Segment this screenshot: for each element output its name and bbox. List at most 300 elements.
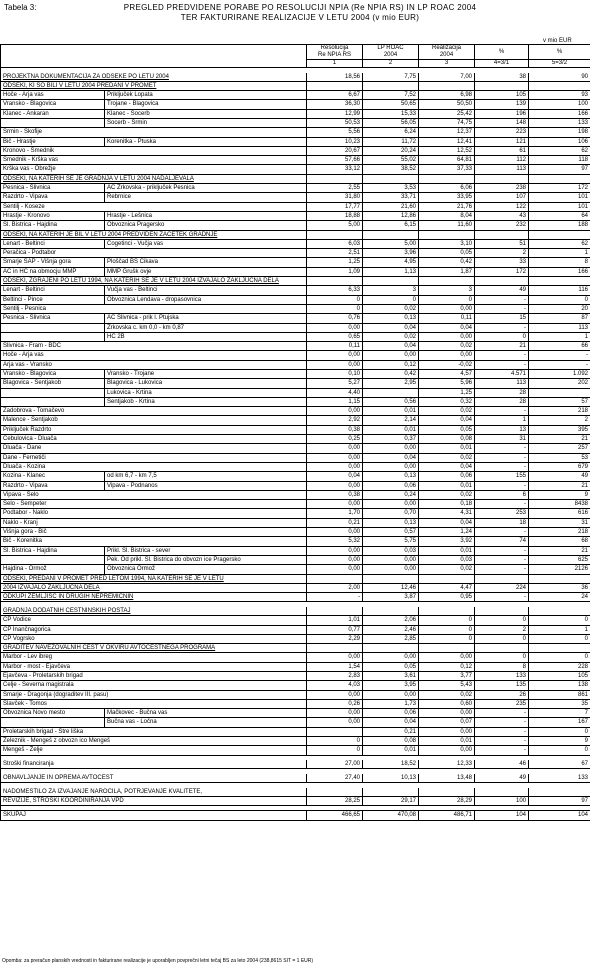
pct-lp-value: 64 bbox=[529, 211, 590, 220]
resolucija-value: 2,29 bbox=[307, 634, 363, 643]
table-row bbox=[1, 481, 590, 490]
pct-res-value: 8 bbox=[475, 662, 529, 671]
table-row bbox=[1, 737, 590, 746]
row-sublabel: Vučja vas - Beltinci bbox=[105, 286, 307, 295]
table-row bbox=[1, 555, 590, 564]
resolucija-value: 466,65 bbox=[307, 811, 363, 820]
row-label: Bič - Korenitka bbox=[1, 537, 307, 546]
pct-lp-value: 31 bbox=[529, 518, 590, 527]
resolucija-value: 4,40 bbox=[307, 388, 363, 397]
row-label: Šmarje - Dragonja (dograditev III. pasu) bbox=[1, 690, 307, 699]
realizacija-value: 8,04 bbox=[419, 211, 475, 220]
table-row bbox=[1, 616, 590, 625]
pct-lp-value: 7 bbox=[529, 709, 590, 718]
pct-lp-value bbox=[529, 81, 590, 90]
resolucija-value: 0,10 bbox=[307, 370, 363, 379]
pct-lp-value: 20 bbox=[529, 304, 590, 313]
pct-res-value: - bbox=[475, 481, 529, 490]
resolucija-value: 0,00 bbox=[307, 718, 363, 727]
resolucija-value: 50,53 bbox=[307, 118, 363, 127]
realizacija-value: 0,07 bbox=[419, 718, 475, 727]
lp-roac-value: 2,06 bbox=[363, 616, 419, 625]
row-label: Stroški financiranja bbox=[1, 760, 307, 769]
pct-lp-value: 0 bbox=[529, 295, 590, 304]
row-label: Krška vas - Obrežje bbox=[1, 165, 307, 174]
row-label: ODKUPI ZEMLJIŠČ IN DRUGIH NEPREMIČNIN bbox=[1, 593, 307, 602]
row-sublabel: Šentjakob - Krtina bbox=[105, 397, 307, 406]
lp-roac-value: 3,96 bbox=[363, 249, 419, 258]
pct-res-value: - bbox=[475, 718, 529, 727]
row-label: Priključek Razdrto bbox=[1, 425, 307, 434]
lp-roac-value: 50,65 bbox=[363, 100, 419, 109]
lp-roac-value bbox=[363, 788, 419, 797]
resolucija-value: 0,00 bbox=[307, 546, 363, 555]
row-sublabel: Rebrnice bbox=[105, 193, 307, 202]
pct-lp-value: 166 bbox=[529, 109, 590, 118]
section-row bbox=[1, 607, 590, 616]
realizacija-value: 0,00 bbox=[419, 304, 475, 313]
table-row bbox=[1, 518, 590, 527]
section-row bbox=[1, 644, 590, 653]
table-row bbox=[1, 453, 590, 462]
row-label: Kozina - Klanec bbox=[1, 472, 105, 481]
table-row bbox=[1, 379, 590, 388]
pct-lp-value: 0 bbox=[529, 653, 590, 662]
realizacija-value: 0,12 bbox=[419, 662, 475, 671]
table-row bbox=[1, 267, 590, 276]
table-row bbox=[1, 435, 590, 444]
resolucija-value: 0 bbox=[307, 737, 363, 746]
row-label: Peračica - Podtabor bbox=[1, 249, 307, 258]
lp-roac-value: 3,95 bbox=[363, 681, 419, 690]
pct-lp-value: 2126 bbox=[529, 565, 590, 574]
table-row bbox=[1, 625, 590, 634]
realizacija-value: 0,01 bbox=[419, 481, 475, 490]
pct-lp-value: 116 bbox=[529, 286, 590, 295]
col-num-4: 4=3/1 bbox=[475, 60, 529, 68]
pct-res-value: 113 bbox=[475, 165, 529, 174]
lp-roac-value bbox=[363, 174, 419, 183]
pct-lp-value: 62 bbox=[529, 239, 590, 248]
realizacija-value: 0 bbox=[419, 295, 475, 304]
realizacija-value: 1,24 bbox=[419, 528, 475, 537]
realizacija-value: 5,96 bbox=[419, 379, 475, 388]
pct-res-value: - bbox=[475, 737, 529, 746]
lp-roac-value: 3,53 bbox=[363, 184, 419, 193]
section-row bbox=[1, 583, 590, 592]
lp-roac-value: 4,95 bbox=[363, 258, 419, 267]
row-sublabel: Socerb - Srmin bbox=[105, 118, 307, 127]
realizacija-value: 50,50 bbox=[419, 100, 475, 109]
pct-res-value: 172 bbox=[475, 267, 529, 276]
row-label: Pesnica - Slivnica bbox=[1, 314, 105, 323]
realizacija-value: 0,04 bbox=[419, 518, 475, 527]
row-label: Lenart - Beltinci bbox=[1, 239, 105, 248]
row-label: Naklo - Kranj bbox=[1, 518, 307, 527]
table-row bbox=[1, 472, 590, 481]
pct-res-value: 13 bbox=[475, 425, 529, 434]
lp-roac-value: 0,08 bbox=[363, 737, 419, 746]
pct-res-value: 28 bbox=[475, 397, 529, 406]
realizacija-value bbox=[419, 788, 475, 797]
realizacija-value: 12,37 bbox=[419, 128, 475, 137]
row-label: 2004 IZVAJALO ZAKLJUČNA DELA bbox=[1, 583, 307, 592]
lp-roac-value: 0,05 bbox=[363, 662, 419, 671]
pct-lp-value bbox=[529, 174, 590, 183]
title-line-2: TER FAKTURIRANE REALIZACIJE V LETU 2004 (v mio EUR) bbox=[180, 13, 420, 22]
pct-res-value: - bbox=[475, 407, 529, 416]
resolucija-value: 1,09 bbox=[307, 267, 363, 276]
lp-roac-value: 12,86 bbox=[363, 211, 419, 220]
resolucija-value bbox=[307, 174, 363, 183]
table-row bbox=[1, 314, 590, 323]
table-row bbox=[1, 211, 590, 220]
realizacija-value bbox=[419, 174, 475, 183]
pct-lp-value bbox=[529, 277, 590, 286]
row-label bbox=[1, 332, 105, 341]
row-label: Vransko - Blagovica bbox=[1, 370, 105, 379]
row-label: Marbor - Lev ibreg bbox=[1, 653, 307, 662]
realizacija-value: 0,02 bbox=[419, 407, 475, 416]
pct-res-value: 15 bbox=[475, 314, 529, 323]
table-row bbox=[1, 500, 590, 509]
resolucija-value bbox=[307, 277, 363, 286]
pct-res-value bbox=[475, 81, 529, 90]
section-row bbox=[1, 230, 590, 239]
realizacija-value: 25,42 bbox=[419, 109, 475, 118]
realizacija-value bbox=[419, 644, 475, 653]
pct-res-value: 238 bbox=[475, 184, 529, 193]
table-row bbox=[1, 109, 590, 118]
row-label: REVIZIJE, STROŠKI KOORDINIRANJA VPD bbox=[1, 797, 307, 806]
table-row bbox=[1, 286, 590, 295]
pct-res-value: - bbox=[475, 453, 529, 462]
realizacija-value: 6,06 bbox=[419, 184, 475, 193]
resolucija-value: 4,03 bbox=[307, 681, 363, 690]
lp-roac-value: 0,04 bbox=[363, 323, 419, 332]
pct-res-value: - bbox=[475, 295, 529, 304]
resolucija-value: 1,01 bbox=[307, 616, 363, 625]
realizacija-value: 3 bbox=[419, 286, 475, 295]
pct-lp-value: 93 bbox=[529, 91, 590, 100]
budget-table bbox=[0, 44, 590, 821]
row-label: GRADNJA DODATNIH CESTNINSKIH POSTAJ bbox=[1, 607, 307, 616]
lp-roac-value bbox=[363, 388, 419, 397]
lp-roac-value: 0,02 bbox=[363, 332, 419, 341]
lp-roac-value: 0,13 bbox=[363, 518, 419, 527]
section-row bbox=[1, 73, 590, 82]
pct-res-value: 21 bbox=[475, 342, 529, 351]
row-sublabel: Zrkovska c. km 0,0 - km 0,87 bbox=[105, 323, 307, 332]
table-row bbox=[1, 128, 590, 137]
realizacija-value: 1,25 bbox=[419, 388, 475, 397]
table-row bbox=[1, 662, 590, 671]
row-label: Dluača - Dane bbox=[1, 444, 307, 453]
pct-lp-value: 861 bbox=[529, 690, 590, 699]
pct-res-value bbox=[475, 644, 529, 653]
lp-roac-value bbox=[363, 574, 419, 583]
row-sublabel: Vipava - Podnanos bbox=[105, 481, 307, 490]
pct-res-value: 33 bbox=[475, 258, 529, 267]
realizacija-value: 5,43 bbox=[419, 681, 475, 690]
resolucija-value: 0,00 bbox=[307, 407, 363, 416]
realizacija-value: 0,11 bbox=[419, 314, 475, 323]
pct-lp-value: 1 bbox=[529, 332, 590, 341]
row-sublabel: Blagovica - Lukovica bbox=[105, 379, 307, 388]
table-row bbox=[1, 249, 590, 258]
lp-roac-value: 0,00 bbox=[363, 444, 419, 453]
pct-lp-value: 35 bbox=[529, 699, 590, 708]
pct-lp-value: 218 bbox=[529, 528, 590, 537]
row-label bbox=[1, 555, 105, 564]
pct-res-value: - bbox=[475, 593, 529, 602]
resolucija-value: 0,21 bbox=[307, 518, 363, 527]
realizacija-value: 0,06 bbox=[419, 472, 475, 481]
lp-roac-value: 0,00 bbox=[363, 565, 419, 574]
lp-roac-value: 0,00 bbox=[363, 500, 419, 509]
pct-res-value: - bbox=[475, 546, 529, 555]
realizacija-value: 37,33 bbox=[419, 165, 475, 174]
lp-roac-value: 3,87 bbox=[363, 593, 419, 602]
pct-res-value: 49 bbox=[475, 774, 529, 783]
pct-res-value: - bbox=[475, 500, 529, 509]
row-label: ODSEKI, KI SO BILI V LETU 2004 PREDANI V PROMET bbox=[1, 81, 307, 90]
table-row bbox=[1, 634, 590, 643]
lp-roac-value: 1,13 bbox=[363, 267, 419, 276]
row-sublabel: Hrastje - Lešnica bbox=[105, 211, 307, 220]
resolucija-value: 2,92 bbox=[307, 416, 363, 425]
pct-res-value: - bbox=[475, 462, 529, 471]
pct-lp-value: 87 bbox=[529, 314, 590, 323]
section-row bbox=[1, 174, 590, 183]
resolucija-value: 0,00 bbox=[307, 555, 363, 564]
lp-roac-value bbox=[363, 644, 419, 653]
header-blank-cell bbox=[1, 45, 307, 68]
realizacija-value: 0,18 bbox=[419, 500, 475, 509]
realizacija-value: 0,00 bbox=[419, 351, 475, 360]
section-row bbox=[1, 277, 590, 286]
resolucija-value: 2,00 bbox=[307, 583, 363, 592]
row-label bbox=[1, 118, 105, 127]
realizacija-value: 0 bbox=[419, 616, 475, 625]
pct-lp-value: 57 bbox=[529, 397, 590, 406]
row-label: Mengeš - Želje bbox=[1, 746, 307, 755]
row-sublabel: MMP Grušk ovje bbox=[105, 267, 307, 276]
resolucija-value: 0 bbox=[307, 295, 363, 304]
lp-roac-value: 29,17 bbox=[363, 797, 419, 806]
resolucija-value: 27,00 bbox=[307, 760, 363, 769]
resolucija-value: 2,55 bbox=[307, 184, 363, 193]
realizacija-value: 0,02 bbox=[419, 565, 475, 574]
realizacija-value: 4,47 bbox=[419, 583, 475, 592]
table-row bbox=[1, 681, 590, 690]
resolucija-value: 33,12 bbox=[307, 165, 363, 174]
resolucija-value bbox=[307, 788, 363, 797]
resolucija-value: 0,77 bbox=[307, 625, 363, 634]
realizacija-value: 0,60 bbox=[419, 699, 475, 708]
pct-lp-value bbox=[529, 574, 590, 583]
pct-lp-value: 49 bbox=[529, 472, 590, 481]
pct-lp-value: 67 bbox=[529, 760, 590, 769]
pct-res-value: - bbox=[475, 555, 529, 564]
pct-res-value: 26 bbox=[475, 690, 529, 699]
table-row bbox=[1, 709, 590, 718]
resolucija-value: 18,88 bbox=[307, 211, 363, 220]
realizacija-value: 0,00 bbox=[419, 727, 475, 736]
row-label: Cebulovica - Dluača bbox=[1, 435, 307, 444]
resolucija-value: 0,00 bbox=[307, 565, 363, 574]
lp-roac-value: 7,52 bbox=[363, 91, 419, 100]
resolucija-value: 5,00 bbox=[307, 221, 363, 230]
pct-lp-value bbox=[529, 388, 590, 397]
row-label: ODSEKI, NA KATERIH SE JE GRADNJA V LETU 2004 NADALJEVALA bbox=[1, 174, 307, 183]
row-label: SKUPAJ bbox=[1, 811, 307, 820]
pct-lp-value: 100 bbox=[529, 100, 590, 109]
resolucija-value: 27,40 bbox=[307, 774, 363, 783]
resolucija-value: 0,00 bbox=[307, 323, 363, 332]
lp-roac-value: 0,37 bbox=[363, 435, 419, 444]
realizacija-value: 12,52 bbox=[419, 146, 475, 155]
realizacija-value: 74,75 bbox=[419, 118, 475, 127]
realizacija-value: 0 bbox=[419, 625, 475, 634]
row-sublabel: Trojane - Blagovica bbox=[105, 100, 307, 109]
pct-res-value bbox=[475, 230, 529, 239]
pct-lp-value: 53 bbox=[529, 453, 590, 462]
lp-roac-value: 5,75 bbox=[363, 537, 419, 546]
row-label: Šentilj - Pesnica bbox=[1, 304, 307, 313]
realizacija-value: 0,95 bbox=[419, 593, 475, 602]
pct-res-value: 49 bbox=[475, 286, 529, 295]
pct-lp-value: 1 bbox=[529, 249, 590, 258]
pct-lp-value: 202 bbox=[529, 379, 590, 388]
realizacija-value: 12,41 bbox=[419, 137, 475, 146]
row-sublabel: Korenitka - Ptuska bbox=[105, 137, 307, 146]
col-num-3: 3 bbox=[419, 60, 475, 68]
realizacija-value: 3,10 bbox=[419, 239, 475, 248]
pct-lp-value: 0 bbox=[529, 634, 590, 643]
row-label: Klanec - Ankaran bbox=[1, 109, 105, 118]
pct-lp-value: 166 bbox=[529, 267, 590, 276]
row-sublabel: Ploščad BS Cikava bbox=[105, 258, 307, 267]
realizacija-value: 0,00 bbox=[419, 746, 475, 755]
realizacija-value: 28,29 bbox=[419, 797, 475, 806]
lp-roac-value: 0,12 bbox=[363, 360, 419, 369]
pct-res-value: 196 bbox=[475, 109, 529, 118]
lp-roac-value bbox=[363, 81, 419, 90]
pct-res-value: - bbox=[475, 528, 529, 537]
resolucija-value: 2,83 bbox=[307, 672, 363, 681]
pct-res-value: - bbox=[475, 304, 529, 313]
lp-roac-value: 1,73 bbox=[363, 699, 419, 708]
section-row bbox=[1, 81, 590, 90]
realizacija-value: 0,00 bbox=[419, 653, 475, 662]
resolucija-value: 5,56 bbox=[307, 128, 363, 137]
pct-res-value: 0 bbox=[475, 332, 529, 341]
table-row bbox=[1, 760, 590, 769]
table-row bbox=[1, 397, 590, 406]
pct-res-value: 2 bbox=[475, 249, 529, 258]
lp-roac-value: 0 bbox=[363, 295, 419, 304]
realizacija-value bbox=[419, 607, 475, 616]
row-label: AC in HC na obmocju MMP bbox=[1, 267, 105, 276]
lp-roac-value: 0,42 bbox=[363, 370, 419, 379]
realizacija-value: 0,00 bbox=[419, 332, 475, 341]
table-row bbox=[1, 332, 590, 341]
lp-roac-value: 2,14 bbox=[363, 416, 419, 425]
lp-roac-value: 0,04 bbox=[363, 718, 419, 727]
row-label bbox=[1, 323, 105, 332]
table-row bbox=[1, 746, 590, 755]
lp-roac-value: 55,02 bbox=[363, 156, 419, 165]
lp-roac-value: 0,00 bbox=[363, 555, 419, 564]
pct-res-value: 0 bbox=[475, 616, 529, 625]
row-label: Šmarje SAP - Višnja gora bbox=[1, 258, 105, 267]
pct-res-value: - bbox=[475, 746, 529, 755]
col-header-resolucija: Resolucija Re NPIA RS bbox=[307, 45, 363, 60]
resolucija-value: 0,00 bbox=[307, 462, 363, 471]
lp-roac-value: 0,01 bbox=[363, 407, 419, 416]
table-row bbox=[1, 342, 590, 351]
unit-label: v mio EUR bbox=[543, 38, 572, 44]
table-row bbox=[1, 304, 590, 313]
resolucija-value: 6,33 bbox=[307, 286, 363, 295]
row-label: Pesnica - Slivnica bbox=[1, 184, 105, 193]
row-label: Smednik - Krška vas bbox=[1, 156, 307, 165]
realizacija-value: 0,03 bbox=[419, 555, 475, 564]
lp-roac-value bbox=[363, 607, 419, 616]
realizacija-value: 0,04 bbox=[419, 416, 475, 425]
pct-res-value: - bbox=[475, 444, 529, 453]
table-row bbox=[1, 727, 590, 736]
row-label: NADOMESTILO ZA IZVAJANJE NAROČILA, POTRJEVANJE KVALITETE, bbox=[1, 788, 307, 797]
total-row bbox=[1, 811, 590, 820]
resolucija-value: 57,66 bbox=[307, 156, 363, 165]
lp-roac-value: 7,75 bbox=[363, 73, 419, 82]
pct-lp-value: 138 bbox=[529, 681, 590, 690]
pct-lp-value: 118 bbox=[529, 156, 590, 165]
row-label: Razdrto - Vipava bbox=[1, 193, 105, 202]
pct-lp-value: 21 bbox=[529, 546, 590, 555]
realizacija-value: 0,02 bbox=[419, 690, 475, 699]
pct-res-value: 105 bbox=[475, 91, 529, 100]
pct-lp-value: 113 bbox=[529, 323, 590, 332]
pct-res-value: 74 bbox=[475, 537, 529, 546]
col-header-realizacija: Realizacija 2004 bbox=[419, 45, 475, 60]
resolucija-value: 0,00 bbox=[307, 500, 363, 509]
row-label: Vransko - Blagovica bbox=[1, 100, 105, 109]
pct-lp-value: 625 bbox=[529, 555, 590, 564]
lp-roac-value: 0,00 bbox=[363, 690, 419, 699]
pct-res-value: 0 bbox=[475, 634, 529, 643]
realizacija-value bbox=[419, 230, 475, 239]
resolucija-value: 0,11 bbox=[307, 342, 363, 351]
resolucija-value bbox=[307, 644, 363, 653]
row-sublabel: Cogetinci - Vučja vas bbox=[105, 239, 307, 248]
lp-roac-value bbox=[363, 230, 419, 239]
row-label: Vipava - Selo bbox=[1, 490, 307, 499]
row-label: Dane - Fernetiči bbox=[1, 453, 307, 462]
lp-roac-value: 18,52 bbox=[363, 760, 419, 769]
row-label: Ejavčeva - Proletarskih brigad bbox=[1, 672, 307, 681]
pct-res-value: 223 bbox=[475, 128, 529, 137]
pct-res-value: 6 bbox=[475, 490, 529, 499]
row-label: CP Vogrsko bbox=[1, 634, 307, 643]
lp-roac-value: 10,13 bbox=[363, 774, 419, 783]
pct-lp-value: 106 bbox=[529, 137, 590, 146]
lp-roac-value: 0,70 bbox=[363, 509, 419, 518]
table-row bbox=[1, 351, 590, 360]
lp-roac-value: 0,06 bbox=[363, 481, 419, 490]
